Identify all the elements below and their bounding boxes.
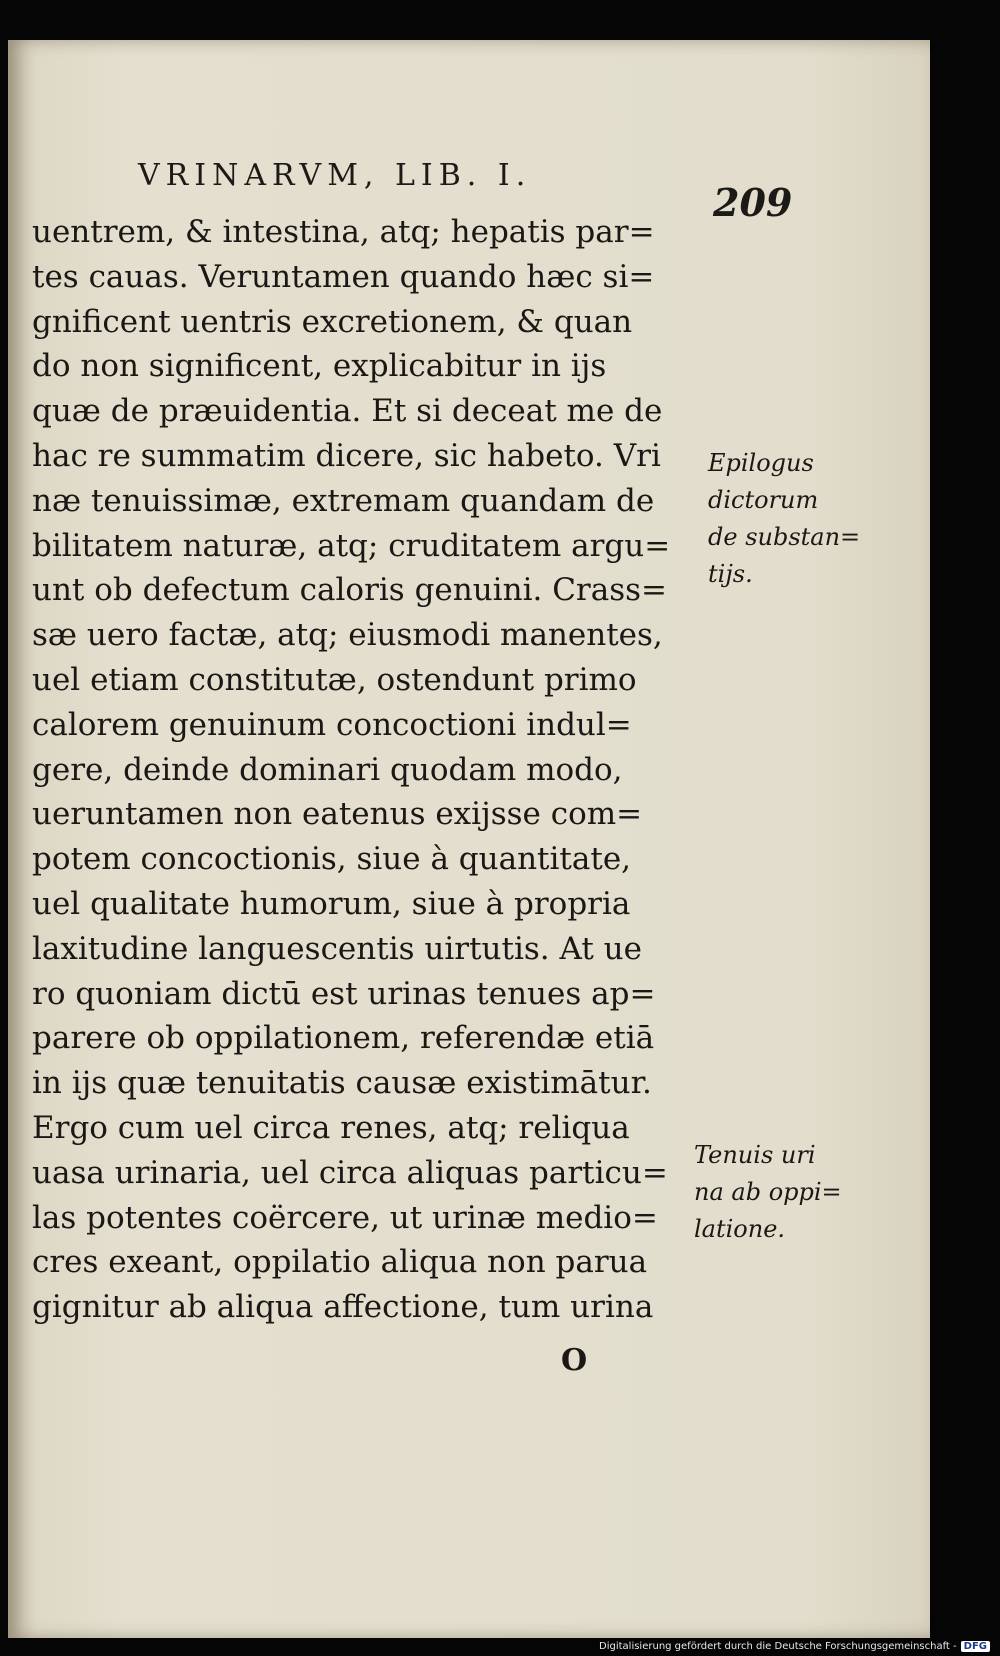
- text-line: cres exeant, oppilatio aliqua non parua: [32, 1244, 648, 1281]
- margin-note-line: de substan=: [708, 523, 861, 551]
- text-line: in ijs quæ tenuitatis causæ existimātur.: [32, 1065, 652, 1102]
- page-number: 209: [713, 180, 793, 225]
- text-line: tes cauas. Veruntamen quando hæc si=: [32, 258, 655, 295]
- margin-note-line: Epilogus: [708, 449, 814, 477]
- signature-mark: O: [561, 1343, 588, 1378]
- text-line: gignitur ab aliqua affectione, tum urina: [32, 1289, 654, 1326]
- text-line: næ tenuissimæ, extremam quandam de: [32, 482, 655, 519]
- text-line: calorem genuinum concoctioni indul=: [32, 706, 632, 743]
- digitization-footer: [599, 1641, 990, 1652]
- text-line: ro quoniam dictū est urinas tenues ap=: [32, 975, 656, 1012]
- text-line: laxitudine languescentis uirtutis. At ue: [32, 930, 642, 967]
- footer-text: Digitalisierung gefördert durch die Deutsche Forschungsgemeinschaft -: [599, 1641, 957, 1652]
- text-line: uel etiam constitutæ, ostendunt primo: [32, 661, 637, 698]
- text-line: gere, deinde dominari quodam modo,: [32, 751, 623, 788]
- text-line: las potentes coërcere, ut urinæ medio=: [32, 1199, 658, 1236]
- margin-note-epilogus: [708, 445, 860, 593]
- text-line: uentrem, & intestina, atq; hepatis par=: [32, 214, 655, 250]
- text-line: sæ uero factæ, atq; eiusmodi manentes,: [32, 617, 663, 654]
- margin-note-line: na ab oppi=: [694, 1178, 842, 1206]
- running-title: VRINARVM, LIB. I.: [138, 158, 532, 193]
- margin-note-line: tijs.: [708, 560, 753, 588]
- margin-note-line: latione.: [694, 1215, 786, 1243]
- margin-note-tenuis: [694, 1137, 842, 1248]
- text-line: hac re summatim dicere, sic habeto. Vri: [32, 437, 661, 474]
- text-line: bilitatem naturæ, atq; cruditatem argu=: [32, 527, 671, 564]
- text-line: Ergo cum uel circa renes, atq; reliqua: [32, 1109, 630, 1146]
- text-line: parere ob oppilationem, referendæ etiā: [32, 1020, 655, 1057]
- text-line: unt ob defectum caloris genuini. Crass=: [32, 572, 668, 609]
- book-page: [8, 40, 930, 1638]
- text-line: gnificent uentris excretionem, & quan: [32, 303, 633, 340]
- margin-note-line: Tenuis uri: [694, 1141, 816, 1169]
- text-line: do non significent, explicabitur in ijs: [32, 348, 607, 385]
- text-line: potem concoctionis, siue à quantitate,: [32, 841, 632, 878]
- body-text: [32, 210, 712, 1330]
- text-line: uasa urinaria, uel circa aliquas particu=: [32, 1154, 668, 1191]
- text-line: ueruntamen non eatenus exijsse com=: [32, 796, 643, 833]
- margin-note-line: dictorum: [708, 486, 819, 514]
- dfg-logo-icon: DFG: [961, 1641, 990, 1652]
- text-line: quæ de præuidentia. Et si deceat me de: [32, 393, 663, 430]
- text-line: uel qualitate humorum, siue à propria: [32, 885, 631, 922]
